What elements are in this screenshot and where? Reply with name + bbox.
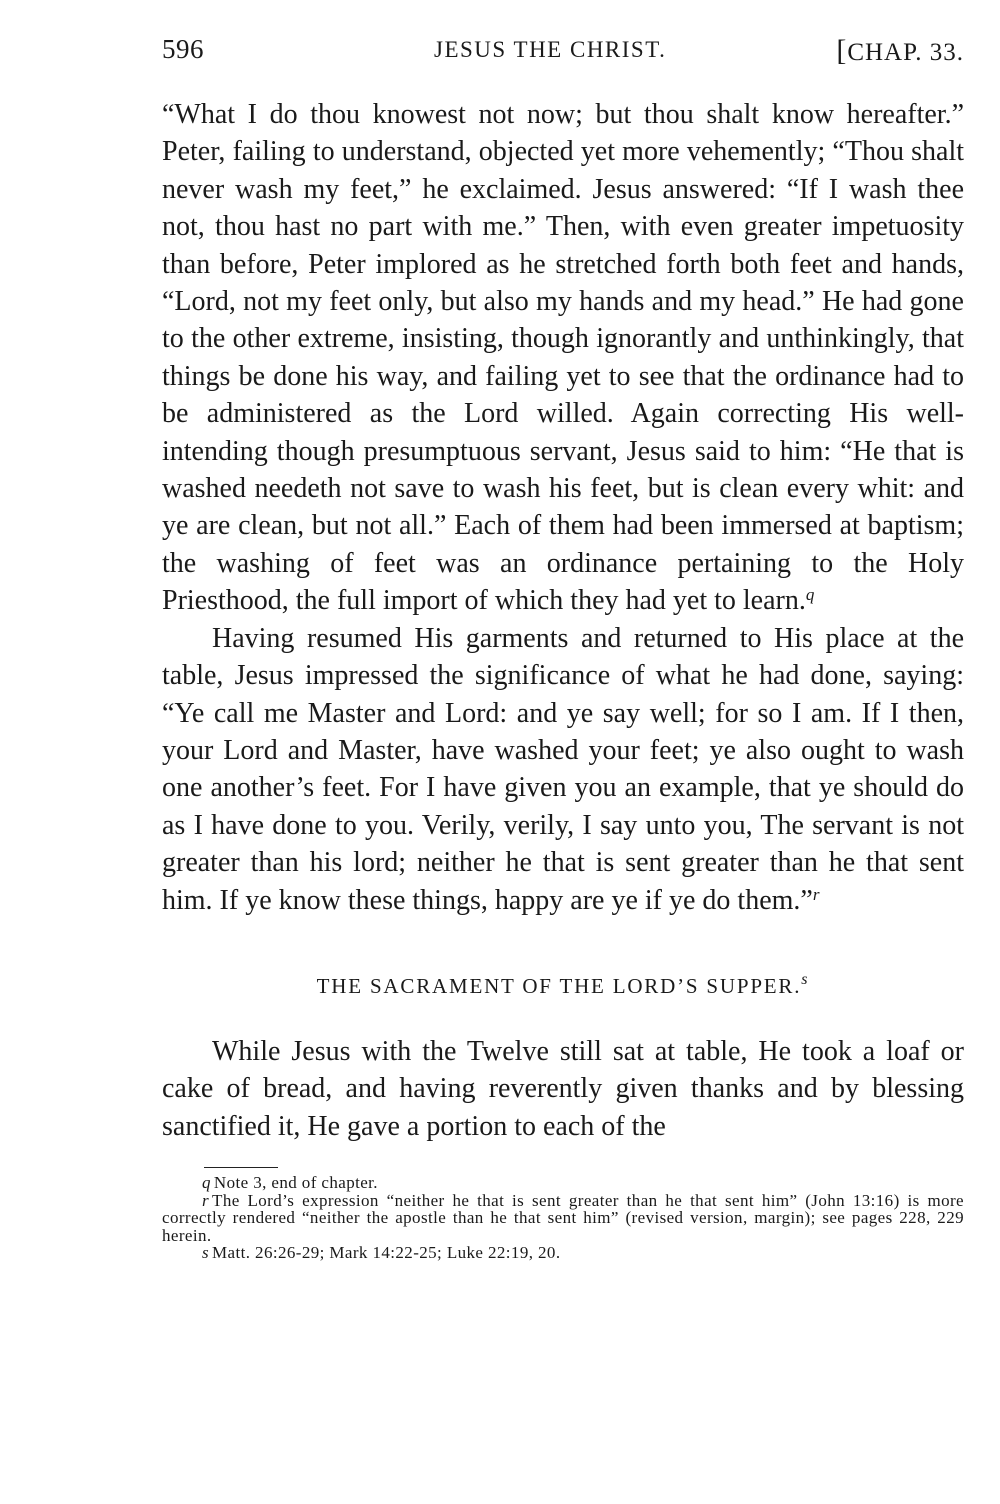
running-head	[162, 34, 964, 74]
footnote-mark: q	[202, 1173, 211, 1193]
chapter-text: CHAP. 33.	[847, 39, 964, 66]
paragraph-3-text: While Jesus with the Twelve still sat at table, He took a loaf or cake of bread, and having reverently given thanks and by blessing sanctified it, He gave a portion to each of the	[162, 1035, 964, 1142]
footnote-ref-s[interactable]: s	[801, 970, 810, 988]
paragraph-2	[162, 620, 964, 919]
footnote-ref-r[interactable]: r	[812, 884, 820, 904]
book-page	[162, 34, 964, 1262]
paragraph-1-text: “What I do thou knowest not now; but thou shalt know hereafter.” Peter, failing to understand, objected yet more vehemently; “Thou shalt never wash my feet,” he exclaimed. Jesus answered: “If I wash thee not, thou hast no part with me.” Then, with even greater impetuosity than before, Peter implored as he stretched forth both feet and hands, “Lord, not my feet only, but also my hands and my head.” He had gone to the other extreme, insisting, though ignorantly and unthinkingly, that things be done his way, and failing yet to see that the ordinance had to be administered as the Lord willed. Again correcting His well-intending though presumptuous servant, Jesus said to him: “He that is washed needeth not save to wash his feet, but is clean every whit: and ye are clean, but not all.” Each of them had been immersed at baptism; the washing of feet was an ordinance pertaining to the Holy Priesthood, the full import of which they had yet to learn.	[162, 99, 964, 617]
section-heading	[162, 971, 964, 1001]
paragraph-3	[162, 1033, 964, 1145]
footnote-r	[162, 1192, 964, 1245]
chapter-label	[836, 34, 964, 68]
footnote-divider	[204, 1167, 278, 1168]
paragraph-2-text: Having resumed His garments and returned to His place at the table, Jesus impressed the significance of what he had done, saying: “Ye call me Master and Lord: and ye say well; for so I am. If I then, your Lord and Master, have washed your feet; ye also ought to wash one another’s feet. For I have given you an example, that ye should do as I have done to you. Verily, verily, I say unto you, The servant is not greater than his lord; neither he that is sent greater than he that sent him. If ye know these things, happy are ye if ye do them.”	[162, 622, 964, 916]
running-title: JESUS THE CHRIST.	[434, 37, 667, 62]
paragraph-1	[162, 96, 964, 620]
page-number: 596	[162, 34, 204, 64]
footnote-text: The Lord’s expression “neither he that is sent greater than he that sent him” (John 13:16) is more correctly rendered “neither the apostle than he that sent him” (revised version, margin); see pages 228, 229 herein.	[162, 1190, 964, 1245]
footnote-mark: s	[202, 1243, 210, 1263]
footnotes	[162, 1174, 964, 1262]
footnote-q	[162, 1174, 964, 1192]
section-heading-text: THE SACRAMENT OF THE LORD’S SUPPER.	[316, 973, 802, 998]
footnote-ref-q[interactable]: q	[805, 585, 815, 605]
footnote-text: Matt. 26:26-29; Mark 14:22-25; Luke 22:19, 20.	[212, 1243, 561, 1263]
chapter-bracket: [	[836, 34, 848, 67]
footnote-s	[162, 1244, 964, 1262]
footnote-text: Note 3, end of chapter.	[213, 1173, 378, 1193]
body-text	[162, 96, 964, 1145]
footnote-mark: r	[202, 1190, 210, 1210]
